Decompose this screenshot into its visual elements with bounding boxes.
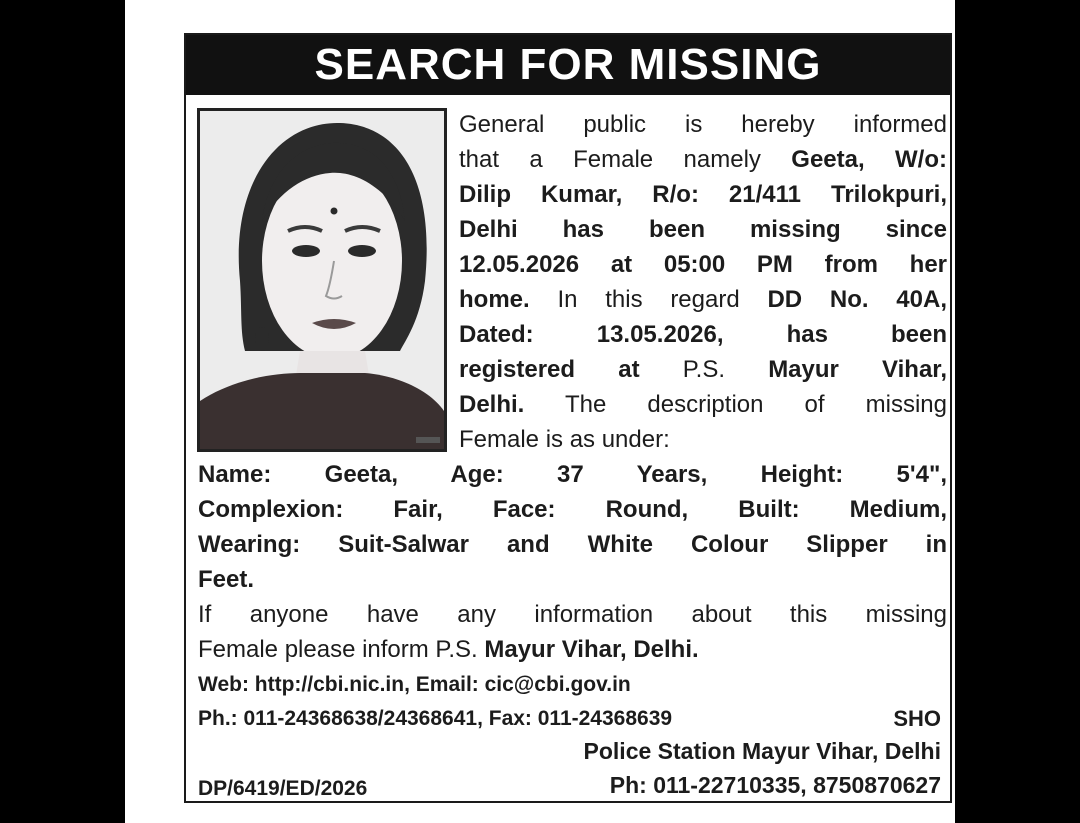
intro-line-segment: that a Female namely — [459, 146, 792, 173]
contact-web-email: Web: http://cbi.nic.in, Email: cic@cbi.gov.in — [198, 673, 631, 696]
intro-line — [459, 177, 947, 212]
intro-line-segment: DD No. 40A, — [767, 286, 947, 313]
intro-line-segment: Female is as under: — [459, 426, 670, 453]
intro-line-segment: In this regard — [529, 286, 768, 313]
intro-line-segment: The description of missing — [524, 391, 947, 418]
information-paragraph — [198, 597, 947, 667]
reference-number: DP/6419/ED/2026 — [198, 777, 368, 800]
intro-line-segment: General public is hereby informed — [459, 111, 947, 138]
intro-line-segment: Delhi has been missing since — [459, 216, 947, 243]
intro-line-segment: Dated: 13.05.2026, has been — [459, 321, 947, 348]
intro-line-segment: home. — [459, 286, 530, 313]
intro-line-segment: registered at — [459, 356, 683, 383]
description-line: Name: Geeta, Age: 37 Years, Height: 5'4", — [198, 461, 947, 488]
portrait-photo — [197, 108, 447, 452]
intro-line-segment: Delhi. — [459, 391, 525, 418]
contact-phone-fax: Ph.: 011-24368638/24368641, Fax: 011-24368639 — [198, 707, 673, 730]
intro-line — [459, 107, 947, 142]
intro-line — [459, 212, 947, 247]
info-line — [198, 597, 947, 632]
intro-line — [459, 422, 947, 457]
notice-title: SEARCH FOR MISSING — [314, 40, 822, 89]
intro-line-segment: Dilip Kumar, R/o: 21/411 Trilokpuri, — [459, 181, 947, 208]
info-line-segment: If anyone have any information about this missing — [198, 601, 947, 628]
description-line: Wearing: Suit-Salwar and White Colour Slipper in — [198, 531, 947, 558]
signatory-phone: Ph: 011-22710335, 8750870627 — [609, 772, 941, 798]
intro-line-segment: P.S. — [682, 356, 769, 383]
description-paragraph — [198, 457, 947, 597]
intro-line-segment: 12.05.2026 at 05:00 PM from her — [459, 251, 947, 278]
intro-paragraph — [459, 107, 947, 457]
intro-line — [459, 142, 947, 177]
signatory-station: Police Station Mayur Vihar, Delhi — [583, 738, 941, 764]
page-background — [125, 0, 955, 823]
description-line: Feet. — [198, 566, 255, 593]
info-line — [198, 632, 947, 667]
intro-line — [459, 247, 947, 282]
intro-line — [459, 352, 947, 387]
info-line-segment: Mayur Vihar, Delhi. — [484, 636, 699, 663]
intro-line — [459, 387, 947, 422]
intro-line-segment: Mayur Vihar, — [768, 356, 947, 383]
description-line: Complexion: Fair, Face: Round, Built: Medium, — [198, 496, 947, 523]
portrait-photo-icon — [200, 111, 444, 449]
signatory-title: SHO — [893, 706, 941, 731]
intro-line — [459, 317, 947, 352]
intro-line-segment: Geeta, W/o: — [791, 146, 947, 173]
notice-banner — [186, 35, 950, 95]
intro-line — [459, 282, 947, 317]
missing-person-notice — [184, 33, 952, 803]
info-line-segment: Female please inform P.S. — [198, 636, 485, 663]
